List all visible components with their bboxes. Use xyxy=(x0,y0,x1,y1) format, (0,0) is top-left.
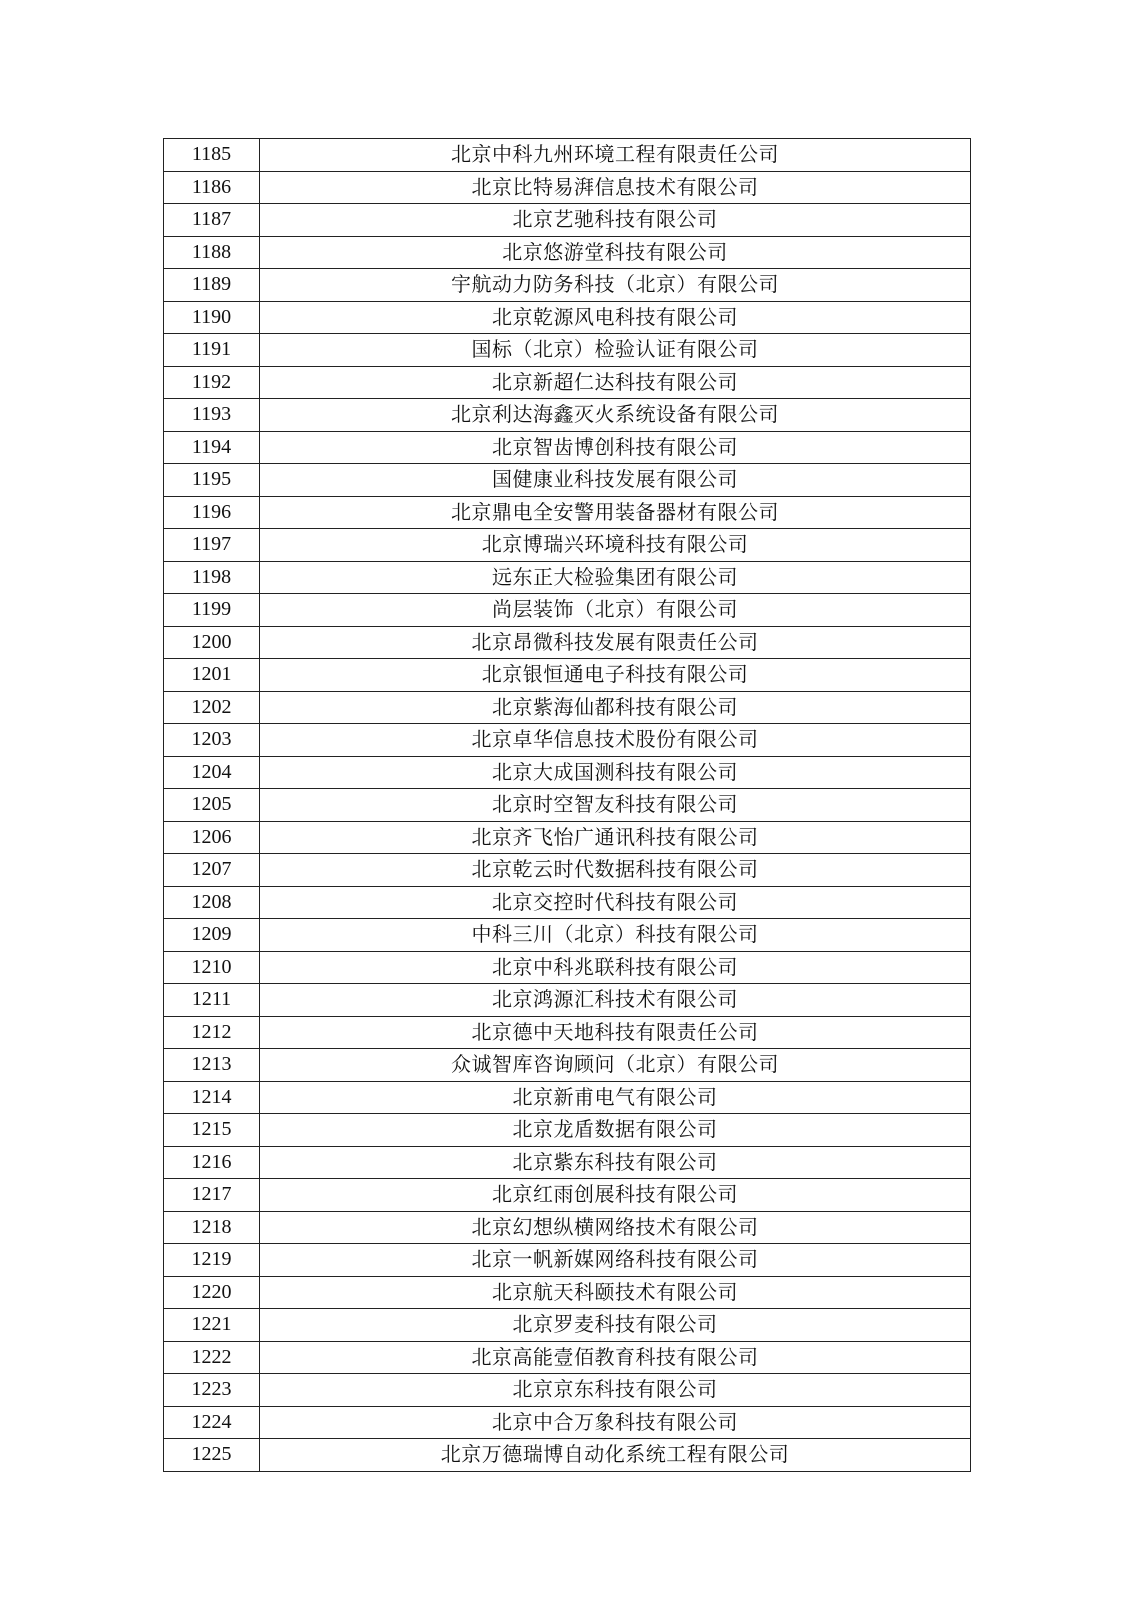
row-number-cell: 1193 xyxy=(164,399,260,432)
table-row xyxy=(164,366,971,399)
company-name-cell: 北京一帆新媒网络科技有限公司 xyxy=(260,1244,971,1277)
row-number-cell: 1189 xyxy=(164,269,260,302)
row-number-cell: 1203 xyxy=(164,724,260,757)
table-row xyxy=(164,1341,971,1374)
company-name-cell: 北京乾云时代数据科技有限公司 xyxy=(260,854,971,887)
row-number-cell: 1201 xyxy=(164,659,260,692)
company-name-cell: 北京乾源风电科技有限公司 xyxy=(260,301,971,334)
company-name-cell: 北京龙盾数据有限公司 xyxy=(260,1114,971,1147)
row-number-cell: 1212 xyxy=(164,1016,260,1049)
company-name-cell: 北京中合万象科技有限公司 xyxy=(260,1406,971,1439)
company-list-body xyxy=(164,139,971,1472)
company-name-cell: 北京航天科颐技术有限公司 xyxy=(260,1276,971,1309)
company-name-cell: 北京艺驰科技有限公司 xyxy=(260,204,971,237)
table-row xyxy=(164,951,971,984)
company-name-cell: 北京中科九州环境工程有限责任公司 xyxy=(260,139,971,172)
row-number-cell: 1213 xyxy=(164,1049,260,1082)
company-name-cell: 北京万德瑞博自动化系统工程有限公司 xyxy=(260,1439,971,1472)
company-name-cell: 远东正大检验集团有限公司 xyxy=(260,561,971,594)
table-row xyxy=(164,236,971,269)
table-row xyxy=(164,854,971,887)
row-number-cell: 1219 xyxy=(164,1244,260,1277)
row-number-cell: 1207 xyxy=(164,854,260,887)
company-list-table xyxy=(163,138,971,1472)
table-row xyxy=(164,1244,971,1277)
company-name-cell: 北京中科兆联科技有限公司 xyxy=(260,951,971,984)
table-row xyxy=(164,139,971,172)
row-number-cell: 1202 xyxy=(164,691,260,724)
row-number-cell: 1196 xyxy=(164,496,260,529)
table-row xyxy=(164,626,971,659)
table-row xyxy=(164,1081,971,1114)
table-row xyxy=(164,1309,971,1342)
table-row xyxy=(164,334,971,367)
company-name-cell: 北京德中天地科技有限责任公司 xyxy=(260,1016,971,1049)
company-name-cell: 北京卓华信息技术股份有限公司 xyxy=(260,724,971,757)
row-number-cell: 1218 xyxy=(164,1211,260,1244)
row-number-cell: 1217 xyxy=(164,1179,260,1212)
company-name-cell: 北京鼎电全安警用装备器材有限公司 xyxy=(260,496,971,529)
company-name-cell: 北京悠游堂科技有限公司 xyxy=(260,236,971,269)
table-row xyxy=(164,724,971,757)
row-number-cell: 1221 xyxy=(164,1309,260,1342)
row-number-cell: 1194 xyxy=(164,431,260,464)
row-number-cell: 1209 xyxy=(164,919,260,952)
row-number-cell: 1191 xyxy=(164,334,260,367)
row-number-cell: 1215 xyxy=(164,1114,260,1147)
company-name-cell: 北京时空智友科技有限公司 xyxy=(260,789,971,822)
company-name-cell: 北京齐飞怡广通讯科技有限公司 xyxy=(260,821,971,854)
table-row xyxy=(164,691,971,724)
company-name-cell: 北京罗麦科技有限公司 xyxy=(260,1309,971,1342)
company-name-cell: 国标（北京）检验认证有限公司 xyxy=(260,334,971,367)
company-name-cell: 北京鸿源汇科技术有限公司 xyxy=(260,984,971,1017)
company-name-cell: 北京京东科技有限公司 xyxy=(260,1374,971,1407)
table-row xyxy=(164,1211,971,1244)
table-row xyxy=(164,1406,971,1439)
row-number-cell: 1208 xyxy=(164,886,260,919)
company-name-cell: 宇航动力防务科技（北京）有限公司 xyxy=(260,269,971,302)
company-name-cell: 尚层装饰（北京）有限公司 xyxy=(260,594,971,627)
row-number-cell: 1211 xyxy=(164,984,260,1017)
company-name-cell: 国健康业科技发展有限公司 xyxy=(260,464,971,497)
table-row xyxy=(164,431,971,464)
company-name-cell: 北京新超仁达科技有限公司 xyxy=(260,366,971,399)
table-row xyxy=(164,1179,971,1212)
table-row xyxy=(164,464,971,497)
company-name-cell: 北京博瑞兴环境科技有限公司 xyxy=(260,529,971,562)
company-name-cell: 北京智齿博创科技有限公司 xyxy=(260,431,971,464)
table-row xyxy=(164,594,971,627)
table-row xyxy=(164,821,971,854)
table-row xyxy=(164,1049,971,1082)
company-name-cell: 北京新甫电气有限公司 xyxy=(260,1081,971,1114)
row-number-cell: 1190 xyxy=(164,301,260,334)
table-row xyxy=(164,561,971,594)
row-number-cell: 1223 xyxy=(164,1374,260,1407)
company-name-cell: 北京银恒通电子科技有限公司 xyxy=(260,659,971,692)
company-name-cell: 北京比特易湃信息技术有限公司 xyxy=(260,171,971,204)
row-number-cell: 1224 xyxy=(164,1406,260,1439)
company-name-cell: 北京利达海鑫灭火系统设备有限公司 xyxy=(260,399,971,432)
table-row xyxy=(164,301,971,334)
row-number-cell: 1195 xyxy=(164,464,260,497)
table-row xyxy=(164,1146,971,1179)
row-number-cell: 1186 xyxy=(164,171,260,204)
company-name-cell: 北京幻想纵横网络技术有限公司 xyxy=(260,1211,971,1244)
row-number-cell: 1188 xyxy=(164,236,260,269)
company-name-cell: 北京大成国测科技有限公司 xyxy=(260,756,971,789)
row-number-cell: 1220 xyxy=(164,1276,260,1309)
table-row xyxy=(164,399,971,432)
table-row xyxy=(164,659,971,692)
table-row xyxy=(164,756,971,789)
table-row xyxy=(164,1439,971,1472)
row-number-cell: 1185 xyxy=(164,139,260,172)
row-number-cell: 1216 xyxy=(164,1146,260,1179)
row-number-cell: 1192 xyxy=(164,366,260,399)
company-name-cell: 北京紫东科技有限公司 xyxy=(260,1146,971,1179)
table-row xyxy=(164,886,971,919)
table-row xyxy=(164,1276,971,1309)
row-number-cell: 1200 xyxy=(164,626,260,659)
table-row xyxy=(164,269,971,302)
company-name-cell: 北京红雨创展科技有限公司 xyxy=(260,1179,971,1212)
row-number-cell: 1199 xyxy=(164,594,260,627)
table-row xyxy=(164,171,971,204)
row-number-cell: 1214 xyxy=(164,1081,260,1114)
row-number-cell: 1204 xyxy=(164,756,260,789)
row-number-cell: 1197 xyxy=(164,529,260,562)
table-row xyxy=(164,789,971,822)
company-name-cell: 北京交控时代科技有限公司 xyxy=(260,886,971,919)
table-row xyxy=(164,529,971,562)
row-number-cell: 1198 xyxy=(164,561,260,594)
table-row xyxy=(164,1016,971,1049)
company-name-cell: 北京高能壹佰教育科技有限公司 xyxy=(260,1341,971,1374)
table-row xyxy=(164,496,971,529)
row-number-cell: 1206 xyxy=(164,821,260,854)
company-name-cell: 北京昂微科技发展有限责任公司 xyxy=(260,626,971,659)
row-number-cell: 1210 xyxy=(164,951,260,984)
table-row xyxy=(164,919,971,952)
row-number-cell: 1187 xyxy=(164,204,260,237)
table-row xyxy=(164,984,971,1017)
row-number-cell: 1205 xyxy=(164,789,260,822)
row-number-cell: 1225 xyxy=(164,1439,260,1472)
table-row xyxy=(164,1374,971,1407)
table-row xyxy=(164,1114,971,1147)
company-name-cell: 众诚智库咨询顾问（北京）有限公司 xyxy=(260,1049,971,1082)
row-number-cell: 1222 xyxy=(164,1341,260,1374)
company-name-cell: 北京紫海仙都科技有限公司 xyxy=(260,691,971,724)
table-row xyxy=(164,204,971,237)
company-name-cell: 中科三川（北京）科技有限公司 xyxy=(260,919,971,952)
